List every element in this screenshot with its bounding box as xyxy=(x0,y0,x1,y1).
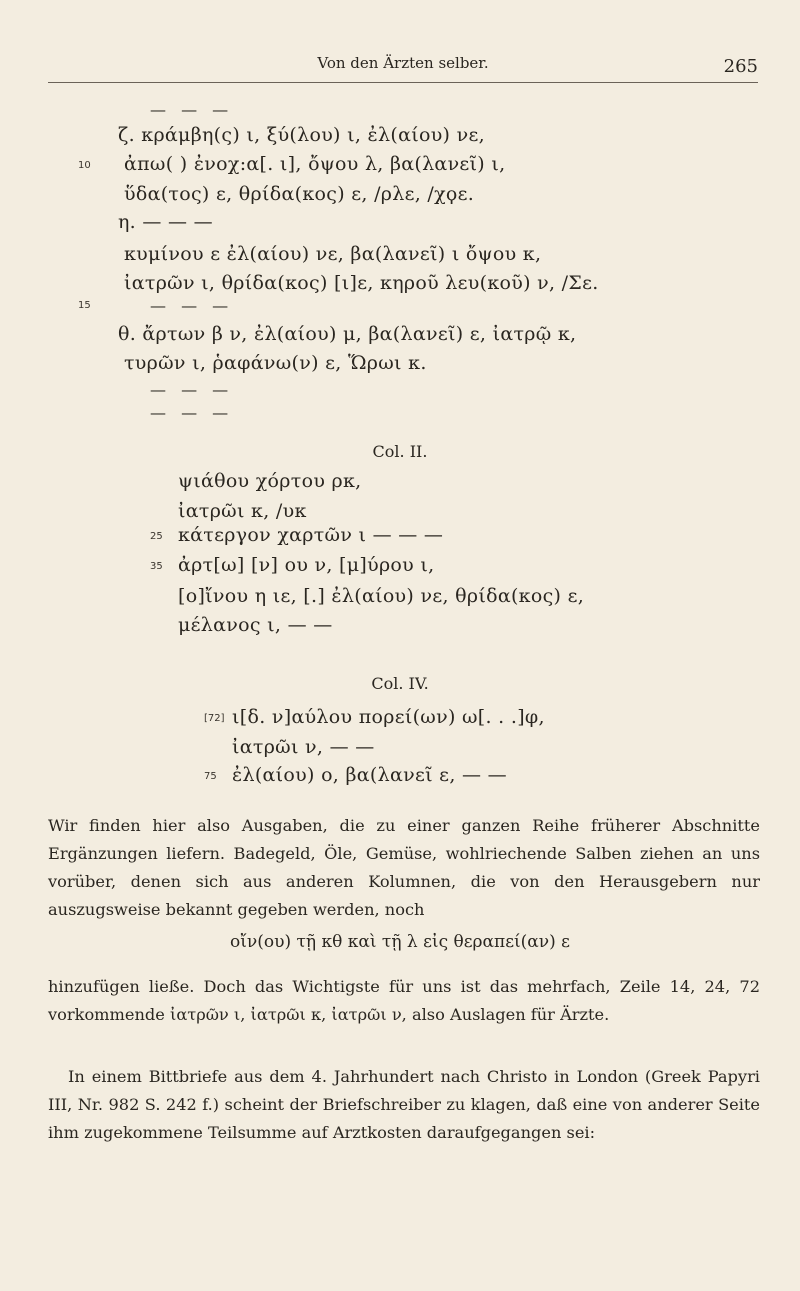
greek-line: ι[δ. ν]αύλου πορεί(ων) ω[. . .]φ, xyxy=(232,706,545,728)
paragraph-text: In einem Bittbriefe aus dem 4. Jahrhundert nach Christo in London (Greek Papyri III, Nr. 982 S. 242 f.) scheint der Briefschreiber zu klagen, daß eine von anderer Seite ihm zugekommene Teilsumme auf Arztkosten daraufgegangen sei: xyxy=(48,1067,760,1142)
separator-dashes: — — — xyxy=(150,100,234,119)
line-number: 75 xyxy=(204,771,217,782)
greek-line: ἀρτ[ω] [ν] ου ν, [μ]ύρου ι, xyxy=(178,554,435,576)
line-number: 25 xyxy=(150,531,163,542)
page-header xyxy=(48,54,758,83)
separator-dashes: — — — xyxy=(150,380,234,399)
greek-line: ἰατρῶι κ, /υκ xyxy=(178,500,307,522)
line-number: 15 xyxy=(78,300,91,311)
line-number: 35 xyxy=(150,561,163,572)
paragraph xyxy=(48,1063,760,1147)
column-heading: Col. II. xyxy=(372,442,428,461)
paragraph xyxy=(48,973,760,1029)
greek-line: ὕδα(τος) ε, θρίδα(κος) ε, /ρλε, /χϙε. xyxy=(124,183,475,205)
greek-line: ἰατρῶι ν, — — xyxy=(232,736,375,758)
greek-line: ἀπω( ) ἐνοχ:α[. ι], ὄψου λ, βα(λανεῖ) ι, xyxy=(124,153,506,175)
greek-line: ἐλ(αίου) ο, βα(λανεῖ ε, — — xyxy=(232,764,507,786)
greek-line: η. — — — xyxy=(118,211,213,233)
line-number: [72] xyxy=(204,713,225,724)
separator-dashes: — — — xyxy=(150,296,234,315)
greek-line: τυρῶν ι, ῥαφάνω(ν) ε, Ὥρωι κ. xyxy=(124,352,427,374)
greek-line: ψιάθου χόρτου ρκ, xyxy=(178,470,362,492)
greek-line: κάτεργον χαρτῶν ι — — — xyxy=(178,524,444,546)
greek-line: κυμίνου ε ἐλ(αίου) νε, βα(λανεῖ) ι ὄψου κ, xyxy=(124,243,542,265)
greek-line: ἰατρῶν ι, θρίδα(κος) [ι]ε, κηροῦ λευ(κοῦ) ν, /Σε. xyxy=(124,272,599,294)
greek-line: θ. ἄρτων β ν, ἐλ(αίου) μ, βα(λανεῖ) ε, ἰατρῷ κ, xyxy=(118,323,577,345)
paragraph-text: Wir finden hier also Ausgaben, die zu einer ganzen Reihe früherer Abschnitte Ergänzungen liefern. Badegeld, Öle, Gemüse, wohlriechende Salben ziehen an uns vorüber, denen sich aus anderen Kolumnen, die von den Herausgebern nur auszugsweise bekannt gegeben werden, noch xyxy=(48,816,760,919)
line-number: 10 xyxy=(78,160,91,171)
running-title: Von den Ärzten selber. xyxy=(317,54,489,72)
paragraph xyxy=(48,812,760,924)
page-number: 265 xyxy=(723,56,758,77)
greek-line: ζ. κράμβη(ς) ι, ξύ(λου) ι, ἐλ(αίου) νε, xyxy=(118,124,485,146)
greek-quote-line: οἴν(ου) τῇ κθ καὶ τῇ λ εἰς θεραπεί(αν) ε xyxy=(230,932,570,952)
column-heading: Col. IV. xyxy=(371,674,429,693)
greek-line: [ο]ἴνου η ιε, [.] ἐλ(αίου) νε, θρίδα(κος) ε, xyxy=(178,585,585,607)
paragraph-text: hinzufügen ließe. Doch das Wichtigste für uns ist das mehrfach, Zeile 14, 24, 72 vorkommende ἰατρῶν ι, ἰατρῶι κ, ἰατρῶι ν, also Auslagen für Ärzte. xyxy=(48,977,760,1024)
separator-dashes: — — — xyxy=(150,403,234,422)
greek-line: μέλανος ι, — — xyxy=(178,614,333,636)
